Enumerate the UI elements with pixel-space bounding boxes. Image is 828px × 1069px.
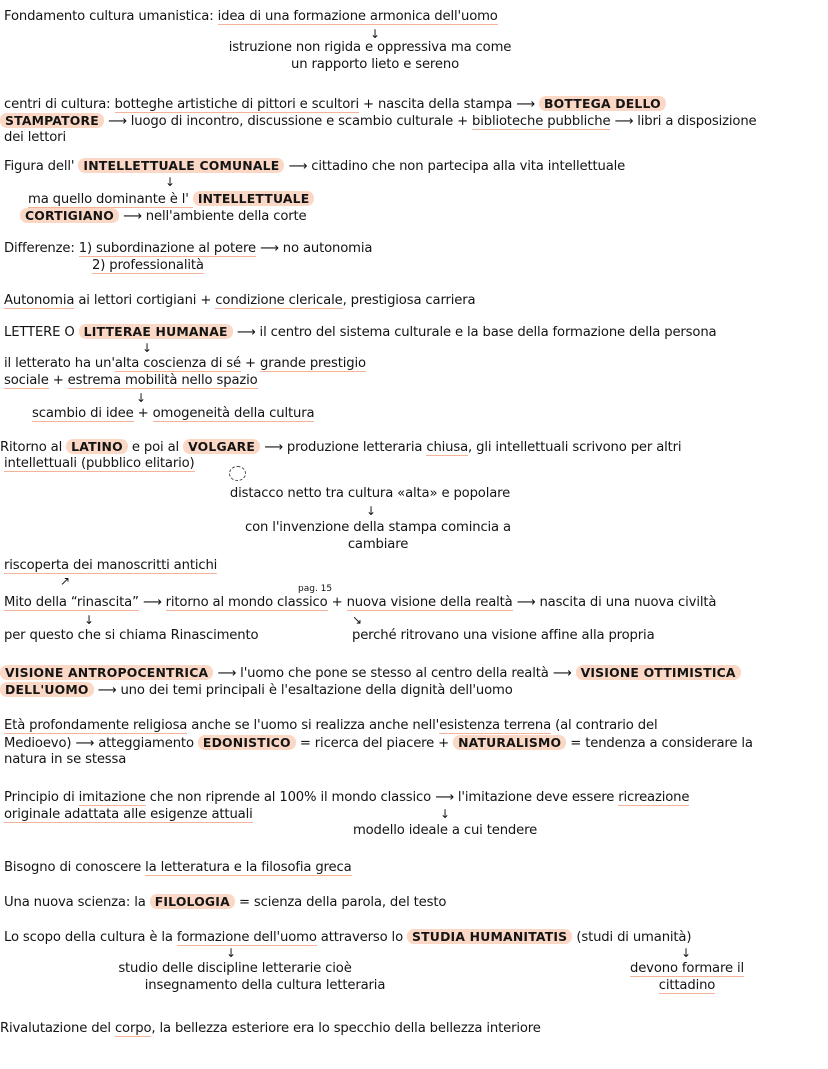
underlined-text: ricreazione — [618, 790, 690, 805]
underlined-text: cittadino — [658, 978, 716, 993]
text: Ritorno al — [0, 440, 67, 455]
text: attraverso lo — [316, 930, 408, 945]
diag-arrow-icon: ↘ — [352, 613, 363, 627]
line-scopo — [4, 928, 691, 946]
line-natura: natura in se stessa — [4, 752, 127, 767]
right-arrow-icon: ⟶ — [97, 683, 117, 698]
text: libri a disposizione — [633, 114, 757, 129]
text: Lo scopo della cultura è la — [4, 930, 177, 945]
line-autonomia — [4, 292, 475, 309]
underlined-text: ma quello dominante è l' — [28, 192, 193, 207]
line-cambiare: cambiare — [347, 537, 409, 552]
underlined-text: biblioteche pubbliche — [472, 114, 611, 129]
text: Bisogno di conoscere — [4, 860, 146, 875]
line-principio — [4, 789, 689, 806]
underlined-text: botteghe artistiche di pittori e scultori — [114, 97, 359, 112]
down-arrow-icon: ↓ — [226, 946, 237, 960]
right-arrow-icon: ⟶ — [236, 325, 256, 340]
underlined-text: devono formare il — [629, 961, 745, 976]
line-cortigiano — [20, 207, 307, 225]
text: l'uomo che pone se stesso al centro della realtà — [236, 666, 553, 681]
highlight-litterae-humanae: LITTERAE HUMANAE — [79, 324, 233, 339]
underlined-text: la letteratura e la filosofia greca — [145, 860, 352, 875]
underlined-text: condizione clericale — [215, 293, 343, 308]
right-arrow-icon: ⟶ — [107, 114, 127, 129]
line-letterato — [4, 355, 366, 372]
underlined-text: grande prestigio — [259, 356, 366, 371]
text: , prestigiosa carriera — [342, 293, 476, 308]
down-arrow-icon: ↓ — [366, 504, 377, 518]
line-originale — [4, 806, 253, 823]
down-arrow-icon: ↓ — [681, 946, 692, 960]
down-arrow-icon: ↓ — [84, 613, 95, 627]
text: atteggiamento — [94, 736, 198, 751]
highlight-filologia: FILOLOGIA — [150, 894, 235, 909]
underlined-text: idea di una formazione armonica dell'uomo — [217, 9, 498, 24]
text: (al contrario del — [551, 718, 658, 733]
line-affine: perché ritrovano una visione affine alla propria — [352, 628, 655, 643]
text: e poi al — [127, 440, 184, 455]
line-modello: modello ideale a cui tendere — [352, 823, 538, 838]
text: Figura dell' — [4, 159, 79, 174]
line-scambio — [32, 405, 314, 422]
down-arrow-icon: ↓ — [165, 175, 176, 189]
text: + — [133, 406, 153, 421]
underlined-text: omogeneità della cultura — [152, 406, 315, 421]
underlined-text: formazione dell'uomo — [176, 930, 317, 945]
line-riscoperta — [4, 557, 217, 574]
line-distacco: distacco netto tra cultura «alta» e popolare — [229, 486, 511, 501]
highlight-cortigiano: CORTIGIANO — [20, 208, 119, 223]
line-dell-uomo — [0, 681, 513, 699]
text: no autonomia — [278, 241, 373, 256]
right-arrow-icon: ⟶ — [516, 595, 536, 610]
line-istruzione: istruzione non rigida e oppressiva ma come — [228, 40, 512, 55]
text: + nascita della stampa — [358, 97, 517, 112]
text: Medioevo) — [4, 736, 76, 751]
text: , gli intellettuali scrivono per altri — [468, 440, 682, 455]
line-ritorno — [0, 438, 681, 456]
text: Principio di — [4, 790, 79, 805]
highlight-visione-antropocentrica: VISIONE ANTROPOCENTRICA — [0, 665, 213, 680]
down-arrow-icon: ↓ — [142, 341, 153, 355]
text: + — [240, 356, 260, 371]
line-rinascimento: per questo che si chiama Rinascimento — [4, 628, 259, 643]
underlined-text: corpo — [114, 1021, 152, 1036]
text: il centro del sistema culturale e la base della formazione della persona — [255, 325, 717, 340]
line-sociale — [4, 372, 258, 389]
highlight-studia-humanitatis: STUDIA HUMANITATIS — [407, 929, 572, 944]
page-note: pag. 15 — [298, 584, 333, 594]
text: = scienza della parola, del testo — [234, 895, 447, 910]
right-arrow-icon: ⟶ — [75, 736, 95, 751]
line-insegnamento: insegnamento della cultura letteraria — [144, 978, 386, 993]
highlight-volgare: VOLGARE — [183, 439, 260, 454]
text: LETTERE O — [4, 325, 79, 340]
text: nell'ambiente della corte — [141, 209, 307, 224]
highlight-intellettuale: INTELLETTUALE — [193, 191, 315, 206]
line-cittadino — [602, 977, 772, 994]
right-arrow-icon: ⟶ — [435, 790, 454, 805]
text: Differenze: — [4, 241, 79, 256]
text: , la bellezza esteriore era lo specchio della bellezza interiore — [151, 1021, 541, 1036]
underlined-text: imitazione — [78, 790, 146, 805]
highlight-bottega: BOTTEGA DELLO — [539, 96, 666, 111]
line-differenze — [4, 240, 372, 257]
right-arrow-icon: ⟶ — [123, 209, 142, 224]
text: Una nuova scienza: la — [4, 895, 150, 910]
text: Rivalutazione del — [0, 1021, 115, 1036]
text: anche se l'uomo si realizza anche nell' — [187, 718, 440, 733]
right-arrow-icon: ⟶ — [552, 666, 572, 681]
line-studio: studio delle discipline letterarie cioè — [118, 961, 352, 976]
line-professionalita — [92, 257, 204, 274]
line-rapporto: un rapporto lieto e sereno — [290, 57, 459, 72]
line-fondamento — [4, 8, 498, 25]
underlined-text: originale adattata alle esigenze attuali — [4, 807, 253, 822]
line-invenzione: con l'invenzione della stampa comincia a — [245, 520, 511, 535]
right-arrow-icon: ⟶ — [264, 440, 283, 455]
text: + — [327, 595, 347, 610]
text: = ricerca del piacere + — [295, 736, 454, 751]
right-arrow-icon: ⟶ — [217, 666, 237, 681]
right-arrow-icon: ⟶ — [516, 97, 535, 112]
down-arrow-icon: ↓ — [440, 807, 451, 821]
text: nascita di una nuova civiltà — [535, 595, 717, 610]
text: luogo di incontro, discussione e scambio culturale + — [126, 114, 473, 129]
highlight-dell-uomo: DELL'UOMO — [0, 682, 94, 697]
text: il letterato ha un' — [4, 356, 115, 371]
underlined-text: Autonomia — [4, 293, 75, 308]
line-stampatore — [0, 112, 757, 130]
underlined-text: riscoperta dei manoscritti antichi — [4, 558, 218, 573]
line-lettere — [4, 323, 716, 341]
down-arrow-icon: ↓ — [136, 391, 147, 405]
highlight-latino: LATINO — [66, 439, 128, 454]
line-dominante — [28, 190, 314, 208]
down-arrow-icon: ↓ — [370, 27, 381, 41]
underlined-text: alta coscienza di sé — [114, 356, 241, 371]
text: ai lettori cortigiani + — [74, 293, 216, 308]
line-figura — [4, 157, 625, 175]
text: + — [48, 373, 68, 388]
underlined-text: Età profondamente religiosa — [4, 718, 188, 733]
right-arrow-icon: ⟶ — [614, 114, 634, 129]
highlight-intellettuale-comunale: INTELLETTUALE COMUNALE — [78, 158, 284, 173]
line-elitario — [4, 455, 195, 472]
underlined-text: 1) subordinazione al potere — [78, 241, 256, 256]
right-arrow-icon: ⟶ — [259, 241, 279, 256]
underlined-text: intellettuali (pubblico elitario) — [4, 456, 195, 471]
line-antropocentrica — [0, 664, 741, 682]
text: che non riprende al 100% il mondo classico — [145, 790, 436, 805]
dotted-circle-icon — [229, 466, 246, 481]
underlined-text: estrema mobilità nello spazio — [67, 373, 258, 388]
underlined-text: nuova visione della realtà — [346, 595, 513, 610]
underlined-text: esistenza terrena — [439, 718, 552, 733]
line-lettori: dei lettori — [4, 130, 66, 145]
text: cittadino che non partecipa alla vita intellettuale — [307, 159, 626, 174]
right-arrow-icon: ⟶ — [142, 595, 162, 610]
line-devono — [602, 960, 772, 977]
text: uno dei temi principali è l'esaltazione della dignità dell'uomo — [116, 683, 513, 698]
underlined-text: 2) professionalità — [92, 258, 204, 273]
text: produzione letteraria — [282, 440, 427, 455]
underlined-text: scambio di idee — [32, 406, 134, 421]
highlight-stampatore: STAMPATORE — [0, 113, 104, 128]
line-mito — [4, 594, 716, 611]
text: (studi di umanità) — [572, 930, 692, 945]
underlined-text: ritorno al mondo classico — [165, 595, 328, 610]
text: centri di cultura: — [4, 97, 115, 112]
up-arrow-icon: ↗ — [60, 574, 71, 588]
highlight-visione-ottimistica: VISIONE OTTIMISTICA — [576, 665, 741, 680]
text: Fondamento cultura umanistica: — [4, 9, 218, 24]
text: l'imitazione deve essere — [453, 790, 619, 805]
line-medioevo — [4, 734, 753, 752]
text: = tendenza a considerare la — [566, 736, 753, 751]
line-rivalutazione — [0, 1020, 541, 1037]
highlight-edonistico: EDONISTICO — [198, 735, 296, 750]
highlight-naturalismo: NATURALISMO — [453, 735, 566, 750]
line-filologia — [4, 893, 446, 911]
right-arrow-icon: ⟶ — [288, 159, 308, 174]
line-centri — [4, 95, 666, 113]
line-eta — [4, 717, 657, 734]
underlined-text: chiusa — [426, 440, 469, 455]
underlined-text: sociale — [4, 373, 49, 388]
line-bisogno — [4, 859, 352, 876]
underlined-text: Mito della “rinascita” — [4, 595, 139, 610]
